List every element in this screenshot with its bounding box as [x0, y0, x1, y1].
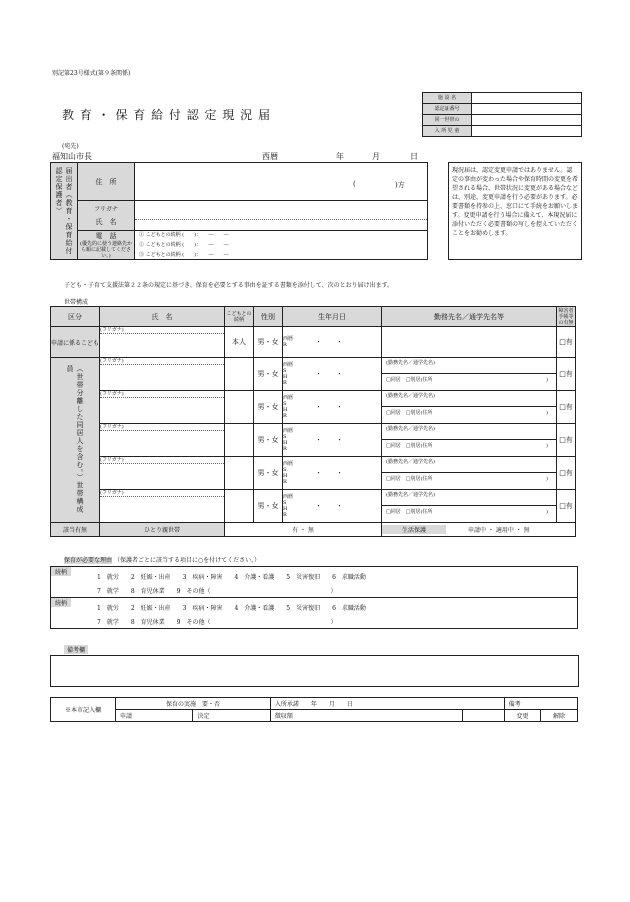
member-name[interactable]: (フリガナ) — [100, 424, 225, 457]
child-relation: 本人 — [225, 327, 254, 358]
child-row: 申請に係るこども (フリガナ) 本人 男・女 西暦 R ・ ・ □有 — [51, 327, 576, 358]
member-sex[interactable]: 男・女 — [254, 391, 283, 424]
facility-name-label: 施 設 名 — [423, 93, 472, 104]
office-table — [50, 697, 578, 722]
col-category: 区分 — [51, 307, 100, 327]
addressee: 福知山市長 — [52, 152, 92, 161]
tel-label: 電 話 — [95, 232, 117, 240]
member-row — [51, 424, 576, 457]
office-decide: 決定 — [193, 710, 270, 722]
child-furigana: (フリガナ) — [100, 327, 224, 334]
member-relation[interactable] — [225, 457, 254, 490]
furigana-label: フリガナ — [94, 206, 118, 213]
applicant-side-label: 届出者（教育・保育給付認定保護者） — [55, 167, 73, 255]
remarks-field[interactable] — [50, 655, 579, 687]
member-disability[interactable]: □有 — [557, 358, 576, 391]
office-change: 変更 — [504, 710, 541, 722]
reason-block-1[interactable]: 続柄 1 就労 2 妊娠・出産 3 疾病・障害 4 介護・看護 5 災害復旧 6 求職活動 7 就学 8 育児休業 9 その他（ ） — [51, 567, 578, 598]
date-era: 西暦 — [262, 152, 278, 161]
name-field[interactable] — [135, 201, 428, 231]
col-relation: こどもとの続柄 — [225, 307, 254, 327]
footer-label: 該当有無 — [51, 523, 100, 537]
col-birth: 生年月日 — [283, 307, 382, 327]
tel-field[interactable]: ① こどもとの続柄 ( )： ― ― ② こどもとの続柄 ( )： ― ― ③ こどもとの続柄 ( )： ― ― — [135, 231, 428, 260]
member-sex[interactable]: 男・女 — [254, 457, 283, 490]
member-name[interactable]: (フリガナ) — [100, 358, 225, 391]
facility-box — [422, 92, 582, 137]
reasons-instruction: （保護者ごとに該当する項目に○を付けてください。） — [113, 557, 261, 564]
household-footer — [51, 523, 576, 537]
member-sex[interactable]: 男・女 — [254, 424, 283, 457]
office-apply: 申請 — [116, 710, 193, 722]
office-admit: 入所承諾 年 月 日 — [270, 698, 504, 710]
household-title: 世帯構成 — [64, 299, 89, 306]
form-id: 別記第23号様式(第９条関係) — [52, 70, 131, 77]
col-name: 氏 名 — [100, 307, 225, 327]
office-fee: 徴収額 — [270, 710, 462, 722]
member-birth[interactable]: 西暦 S H R・ ・ — [283, 358, 382, 391]
sibling-label-2: 入 所 児 童 — [423, 126, 472, 137]
single-parent-label: ひとり親世帯 — [100, 523, 225, 537]
member-row — [51, 391, 576, 424]
member-relation[interactable] — [225, 490, 254, 523]
tel-note: (優先的に使う連絡先から順に記載してください。) — [80, 241, 132, 259]
office-care: 保育の実施 要・否 — [116, 698, 271, 710]
member-disability[interactable]: □有 — [557, 391, 576, 424]
child-work[interactable] — [382, 327, 557, 358]
child-sex[interactable]: 男・女 — [254, 327, 283, 358]
member-name[interactable]: (フリガナ) — [100, 391, 225, 424]
member-row — [51, 358, 576, 391]
member-row — [51, 457, 576, 490]
reasons-table — [50, 566, 578, 629]
reason-block-2[interactable]: 続柄 1 就労 2 妊娠・出産 3 疾病・障害 4 介護・看護 5 災害復旧 6 求職活動 7 就学 8 育児休業 9 その他（ ） — [51, 598, 578, 629]
addressee-note: (宛先) — [62, 143, 79, 150]
member-sex[interactable]: 男・女 — [254, 358, 283, 391]
member-relation[interactable] — [225, 358, 254, 391]
welfare-value[interactable]: 申請中 ・ 適用中 ・ 無 — [468, 527, 530, 534]
single-parent-value[interactable]: 有 ・ 無 — [225, 523, 382, 537]
reasons-title: 保育が必要な理由 — [64, 557, 113, 564]
member-work[interactable]: (勤務先名／通学先名) □同居 □別居(住所 ) — [382, 424, 557, 457]
member-work[interactable]: (勤務先名／通学先名) □同居 □別居(住所 ) — [382, 358, 557, 391]
member-birth[interactable]: 西暦 S H R・ ・ — [283, 391, 382, 424]
facility-name-field[interactable] — [472, 93, 582, 104]
member-name[interactable]: (フリガナ) — [100, 457, 225, 490]
page-title: 教 育 ・ 保 育 給 付 認 定 現 況 届 — [62, 108, 271, 122]
statement: 子ども・子育て支援法第２２条の規定に基づき、保育を必要とする事由を証する書類を添付して、次のとおり届け出ます。 — [64, 282, 394, 289]
sibling-label-1: 同一世帯の — [423, 115, 472, 126]
address-label: 住 所 — [78, 163, 135, 201]
sibling-field-2[interactable] — [472, 126, 582, 137]
member-birth[interactable]: 西暦 S H R・ ・ — [283, 424, 382, 457]
col-work: 勤務先名／通学先名等 — [382, 307, 557, 327]
member-disability[interactable]: □有 — [557, 457, 576, 490]
sibling-field-1[interactable] — [472, 115, 582, 126]
welfare-label: 生活保護 — [382, 525, 446, 534]
cert-number-field[interactable] — [472, 104, 582, 115]
col-disability: 障害者手帳等の有無 — [558, 307, 574, 326]
member-work[interactable]: (勤務先名／通学先名) □同居 □別居(住所 ) — [382, 391, 557, 424]
col-sex: 性別 — [254, 307, 283, 327]
member-birth[interactable]: 西暦 S H R・ ・ — [283, 457, 382, 490]
date-year: 年 — [336, 152, 344, 161]
notice-box: 現況届は、認定変更申請ではありません。認定の事由が変わった場合や保育時間の変更を希望される場合、世帯状況に変更がある場合などは、別途、変更申請を行う必要があります。必要書類を持参の上、窓口にて手続をお願いします。変更申請を行う場合に備えて、本現況届に添付いただく必要書類の写しを控えていただくことをお勧めします。 — [448, 162, 582, 260]
member-relation[interactable] — [225, 424, 254, 457]
members-label: （世帯分離した同居人を含む。）世帯構成員 — [66, 365, 84, 514]
household-table — [50, 306, 576, 537]
remarks-title: 備考欄 — [64, 645, 88, 654]
member-disability[interactable]: □有 — [557, 490, 576, 523]
member-work[interactable]: (勤務先名／通学先名) □同居 □別居(住所 ) — [382, 457, 557, 490]
member-row — [51, 490, 576, 523]
applicant-table — [50, 162, 428, 260]
member-name[interactable]: (フリガナ) — [100, 490, 225, 523]
member-relation[interactable] — [225, 391, 254, 424]
office-label: ※本市記入欄 — [51, 698, 116, 722]
date-month: 月 — [372, 152, 380, 161]
office-release: 解除 — [541, 710, 578, 722]
child-disability[interactable]: □有 — [557, 327, 576, 358]
cert-number-label: 認定証番号 — [423, 104, 472, 115]
member-work[interactable]: (勤務先名／通学先名) □同居 □別居(住所 ) — [382, 490, 557, 523]
member-sex[interactable]: 男・女 — [254, 490, 283, 523]
office-note: 備考 — [504, 698, 577, 710]
date-day: 日 — [410, 152, 418, 161]
address-field[interactable]: ( )方 — [135, 163, 428, 201]
name-label: 氏 名 — [95, 218, 117, 226]
member-disability[interactable]: □有 — [557, 424, 576, 457]
child-label: 申請に係るこども — [51, 327, 100, 358]
member-birth[interactable]: 西暦 S H R・ ・ — [283, 490, 382, 523]
